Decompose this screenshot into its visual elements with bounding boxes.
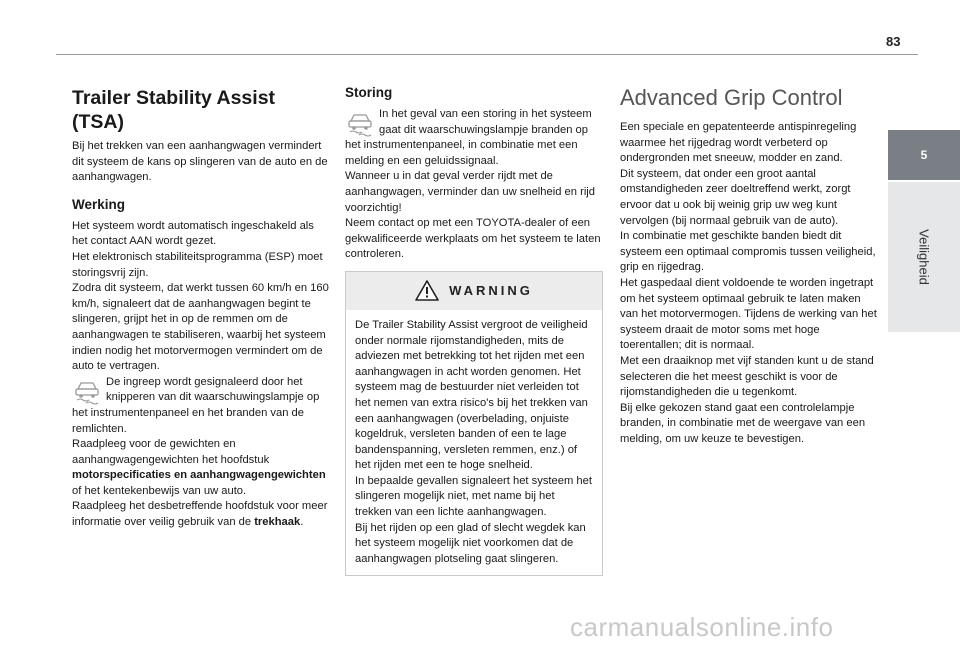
storing-text: Wanneer u in dat geval verder rijdt met de aanhangwagen, verminder dan uw snelheid en rijd voorzichtig! Neem contact op met een TOYOTA-dealer of een gekwalificeerde werkplaats om het systeem te laten controleren. xyxy=(345,170,601,261)
werking-text: Het systeem wordt automatisch ingeschakeld als het contact AAN wordt gezet. Het elektronisch stabiliteitsprogramma (ESP) moet storingsvrij zijn. Zodra dit systeem, dat werkt tussen 60 km/h en 160 km/h, signaleert dat de aanhangwagen begint te slingeren, grijpt het in op de remmen om de aanhangwagen te stabiliseren, waarbij het systeem indien nodig het motorvermogen vermindert om de auto te vertragen. xyxy=(72,219,329,373)
storing-icon-text: In het geval van een storing in het systeem gaat dit waarschuwingslampje branden op het instrumentenpaneel, in combinatie met een melding en een geluidssignaal. xyxy=(345,108,592,167)
chapter-tab-number[interactable]: 5 xyxy=(888,130,960,180)
section-title-agc: Advanced Grip Control xyxy=(620,85,843,110)
chapter-tab[interactable] xyxy=(888,182,960,332)
warning-header xyxy=(346,272,602,310)
warning-title: WARNING xyxy=(449,283,533,299)
heading-storing: Storing xyxy=(345,85,393,100)
warning-triangle-icon xyxy=(415,280,439,301)
chapter-tab-label: Veiligheid xyxy=(916,229,932,285)
header-rule xyxy=(56,54,918,55)
warning-box xyxy=(345,271,603,577)
section-title-tsa: Trailer Stability Assist (TSA) xyxy=(72,87,276,133)
ref-bold-specs: motorspecificaties en aanhangwagengewichten xyxy=(72,469,326,482)
ref-text-c: . xyxy=(300,516,304,529)
tsa-intro: Bij het trekken van een aanhangwagen vermindert dit systeem de kans op slingeren van de auto en de aanhangwagen. xyxy=(72,140,328,184)
column-agc xyxy=(620,84,878,447)
werking-icon-paragraph xyxy=(72,375,330,437)
ref-text-b: of het kentekenbewijs van uw auto. Raadpleeg het desbetreffende hoofdstuk voor meer informatie over veilig gebruik van de xyxy=(72,484,328,529)
werking-reference xyxy=(72,437,330,531)
storing-icon-paragraph xyxy=(345,107,603,169)
skid-car-icon xyxy=(72,377,102,405)
agc-text: Een speciale en gepatenteerde antispinregeling waarmee het rijgedrag wordt verbeterd op ondergronden met sneeuw, modder en zand. Dit systeem, dat onder een groot aantal omstandigheden zeer doeltreffend werkt, zorgt ervoor dat u ook bij weinig grip uw weg kunt vervolgen (bij normaal gebruik van de auto). In combinatie met geschikte banden biedt dit systeem een optimaal compromis tussen veiligheid, grip en rijgedrag. Het gaspedaal dient voldoende te worden ingetrapt om het systeem optimaal gebruik te laten maken van het motorvermogen. Tijdens de werking van het systeem draait de motor soms met hoge toerentallen; dit is normaal. Met een draaiknop met vijf standen kunt u de stand selecteren die het meest geschikt is voor de rijomstandigheden die u tegenkomt. Bij elke gekozen stand gaat een controlelampje branden, in combinatie met de weergave van een melding, om uw keuze te bevestigen. xyxy=(620,121,877,445)
heading-werking: Werking xyxy=(72,196,126,212)
skid-car-icon xyxy=(345,109,375,137)
ref-text-a: Raadpleeg voor de gewichten en aanhangwagengewichten het hoofdstuk xyxy=(72,438,270,466)
page-number: 83 xyxy=(886,34,901,49)
column-storing xyxy=(345,84,603,576)
ref-bold-trekhaak: trekhaak xyxy=(254,516,301,529)
watermark: carmanualsonline.info xyxy=(570,612,834,642)
warning-text: De Trailer Stability Assist vergroot de veiligheid onder normale rijomstandigheden, mits de adviezen met betrekking tot het rijden met een aanhangwagen in acht worden genomen. Het systeem mag de bestuurder niet verleiden tot het nemen van extra risico's bij het trekken van een aanhangwagen (overbelading, onjuiste kogeldruk, versleten banden of een te lage bandenspanning, versleten remmen, enz.) of het rijden met een te hoge snelheid. In bepaalde gevallen signaleert het systeem het slingeren mogelijk niet, met name bij het trekken van een lichte aanhangwagen. Bij het rijden op een glad of slecht wegdek kan het systeem mogelijk niet voorkomen dat de aanhangwagen plotseling gaat slingeren. xyxy=(355,318,592,565)
werking-icon-text: De ingreep wordt gesignaleerd door het knipperen van dit waarschuwingslampje op het instrumentenpaneel en het branden van de remlichten. xyxy=(72,375,320,435)
column-tsa xyxy=(72,86,330,531)
